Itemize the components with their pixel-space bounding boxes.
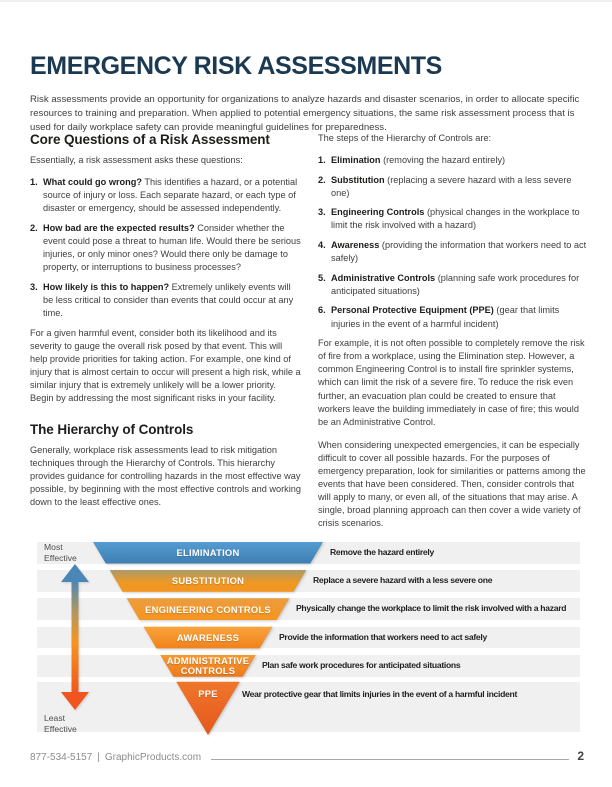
page-footer	[30, 749, 584, 763]
level-desc-substitution: Replace a severe hazard with a less severe one	[313, 575, 493, 585]
list-item-lead: Substitution	[331, 174, 385, 185]
left-column	[30, 132, 301, 520]
section-heading-hierarchy: The Hierarchy of Controls	[30, 422, 194, 438]
list-item-text: (replacing a severe hazard with a less severe one)	[331, 174, 572, 198]
list-item	[318, 174, 588, 200]
level-desc-awareness: Provide the information that workers need to act safely	[279, 631, 487, 642]
list-item-lead: Elimination	[331, 155, 381, 166]
list-item	[318, 304, 588, 330]
list-item	[318, 154, 588, 167]
list-item	[30, 176, 301, 215]
list-item	[318, 239, 588, 265]
list-item-text: (planning safe work procedures for anticipated situations)	[331, 272, 580, 296]
level-label-elimination: ELIMINATION	[176, 547, 240, 558]
least-effective-label: Least Effective	[44, 713, 77, 734]
page-title: EMERGENCY RISK ASSESSMENTS	[30, 52, 442, 80]
list-number: 2.	[30, 222, 38, 233]
level-desc-administrative: Plan safe work procedures for anticipated situations	[262, 660, 461, 670]
broad-planning-paragraph: When considering unexpected emergencies, it can be especially difficult to cover all possible hazards. For the purposes of emergency preparation, look for similarities or patterns among the events that have been considered. Then, consider controls that will apply to many, or even all, of the situations that may arise. A single, broad planning approach can then cover a wide variety of crisis scenarios.	[318, 439, 586, 529]
page-top-edge	[0, 0, 612, 2]
level-label-substitution: SUBSTITUTION	[171, 575, 245, 586]
page-number: 2	[577, 749, 584, 763]
list-item-text: Extremely unlikely events will be less critical to consider than events that could occur at any time.	[43, 281, 294, 318]
list-item	[30, 281, 301, 320]
footer-website: GraphicProducts.com	[104, 752, 202, 763]
footer-rule	[211, 759, 569, 760]
list-number: 1.	[318, 155, 326, 166]
list-item-text: (providing the information that workers need to act safely)	[331, 240, 587, 264]
most-effective-label: Most Effective	[44, 542, 77, 563]
list-number: 3.	[30, 281, 38, 292]
list-item-text: (physical changes in the workplace to limit the risk involved with a hazard)	[331, 207, 580, 231]
section-heading-core-questions: Core Questions of a Risk Assessment	[30, 132, 270, 147]
list-number: 6.	[318, 305, 326, 316]
list-item-lead: Engineering Controls	[331, 207, 425, 218]
hierarchy-steps-lead: The steps of the Hierarchy of Controls are:	[318, 133, 492, 143]
list-item	[318, 272, 588, 298]
footer-phone: 877-534-5157	[30, 752, 93, 763]
list-number: 2.	[318, 174, 326, 185]
list-item-text: (gear that limits injuries in the event of a harmful incident)	[331, 305, 560, 329]
intro-paragraph: Risk assessments provide an opportunity for organizations to analyze hazards and disaster scenarios, in order to allocate specific resources to training and preparation. When applied to potential emergency situations, the same risk assessment process that is used for daily workplace safety can provide meaningful guidelines for preparedness.	[30, 94, 580, 134]
list-item	[30, 222, 301, 274]
list-number: 4.	[318, 240, 326, 251]
list-item	[318, 206, 588, 232]
level-label-awareness: AWARENESS	[176, 632, 240, 643]
footer-separator: |	[97, 752, 100, 763]
list-item-text: (removing the hazard entirely)	[380, 155, 506, 166]
list-item-lead: Administrative Controls	[331, 272, 436, 283]
core-questions-list	[30, 176, 301, 320]
right-column	[318, 132, 588, 540]
level-desc-elimination: Remove the hazard entirely	[330, 547, 434, 557]
list-item-lead: How bad are the expected results?	[43, 222, 195, 233]
list-number: 3.	[318, 207, 326, 218]
level-label-administrative: ADMINISTRATIVE CONTROLS	[166, 655, 250, 676]
list-item-lead: Awareness	[331, 240, 380, 251]
level-label-engineering: ENGINEERING CONTROLS	[145, 603, 271, 615]
hierarchy-of-controls-diagram	[0, 536, 612, 744]
list-item-lead: What could go wrong?	[43, 177, 143, 188]
list-number: 1.	[30, 177, 38, 188]
list-item-lead: Personal Protective Equipment (PPE)	[331, 305, 494, 316]
level-label-ppe: PPE	[198, 688, 218, 699]
core-questions-lead: Essentially, a risk assessment asks these questions:	[30, 155, 243, 165]
list-number: 5.	[318, 272, 326, 283]
level-desc-ppe: Wear protective gear that limits injuries in the event of a harmful incident	[242, 688, 518, 699]
list-item-text: Consider whether the event could pose a threat to human life. Would there be serious injuries, or only minor ones? Would there only be damage to property, or interruptions to business processes?	[43, 222, 301, 273]
fire-example-paragraph: For example, it is not often possible to completely remove the risk of fire from a workplace, using the Elimination step. However, a common Engineering Control is to install fire sprinkler systems, which can limit the risk of a severe fire. To reduce the risk even further, an evacuation plan could be created to ensure that workers leave the building immediately in case of fire; this would be an Administrative Control.	[318, 338, 585, 427]
hierarchy-paragraph: Generally, workplace risk assessments lead to risk mitigation techniques through the Hierarchy of Controls. This hierarchy provides guidance for controlling hazards in the most effective way possible, by beginning with the most effective controls and working down to the least effective ones.	[30, 445, 302, 508]
hierarchy-steps-list	[318, 154, 588, 331]
risk-priorities-paragraph: For a given harmful event, consider both its likelihood and its severity to gauge the overall risk posed by that event. This will help provide priorities for taking action. For example, one kind of injury that is almost certain to occur will present a high risk, while a similar injury that is extremely unlikely will be a lower priority. Begin by addressing the most significant risks in your facility.	[30, 327, 301, 403]
list-item-text: This identifies a hazard, or a potential source of injury or loss. Each separate hazard, or each type of disaster or emergency, should be assessed independently.	[43, 177, 298, 214]
list-item-lead: How likely is this to happen?	[43, 281, 170, 292]
level-desc-engineering: Physically change the workplace to limit the risk involved with a hazard	[296, 603, 567, 614]
